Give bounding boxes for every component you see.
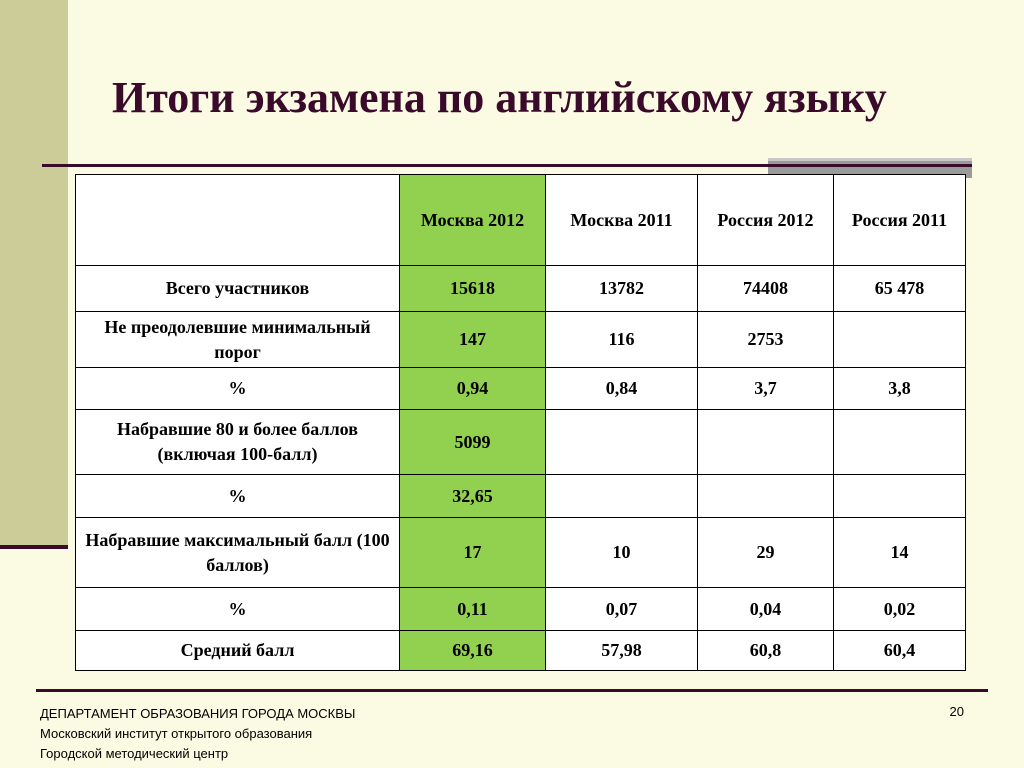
cell-value: 2753 xyxy=(698,312,834,368)
cell-value: 14 xyxy=(834,518,966,588)
cell-value: 0,11 xyxy=(400,588,546,631)
table-row xyxy=(76,266,966,312)
footer-institute: Московский институт открытого образования xyxy=(40,726,313,741)
cell-value xyxy=(546,410,698,475)
row-label: Не преодолевшие минимальный порог xyxy=(76,312,400,368)
cell-value: 5099 xyxy=(400,410,546,475)
side-rule xyxy=(0,545,68,549)
footer-center: Городской методический центр xyxy=(40,746,229,761)
cell-value: 65 478 xyxy=(834,266,966,312)
page-number: 20 xyxy=(949,704,964,719)
cell-value: 0,84 xyxy=(546,368,698,410)
cell-value xyxy=(834,475,966,518)
slide-title: Итоги экзамена по английскому языку xyxy=(112,73,887,122)
cell-value: 60,4 xyxy=(834,631,966,671)
cell-value: 0,07 xyxy=(546,588,698,631)
row-label: % xyxy=(76,475,400,518)
row-label: % xyxy=(76,368,400,410)
cell-value: 69,16 xyxy=(400,631,546,671)
cell-value xyxy=(698,410,834,475)
header-russia-2012: Россия 2012 xyxy=(698,175,834,266)
cell-value: 3,8 xyxy=(834,368,966,410)
cell-value: 3,7 xyxy=(698,368,834,410)
cell-value: 147 xyxy=(400,312,546,368)
header-cell-empty xyxy=(76,175,400,266)
footer-divider xyxy=(36,689,988,692)
cell-value: 57,98 xyxy=(546,631,698,671)
table-row xyxy=(76,588,966,631)
table-row xyxy=(76,475,966,518)
table-row xyxy=(76,410,966,475)
table-row xyxy=(76,631,966,671)
table-header-row xyxy=(76,175,966,266)
results-table xyxy=(75,174,966,671)
row-label: Набравшие максимальный балл (100 баллов) xyxy=(76,518,400,588)
table-row xyxy=(76,312,966,368)
footer xyxy=(40,704,355,764)
cell-value xyxy=(834,312,966,368)
cell-value: 0,04 xyxy=(698,588,834,631)
cell-value xyxy=(834,410,966,475)
cell-value xyxy=(698,475,834,518)
row-label: Средний балл xyxy=(76,631,400,671)
cell-value xyxy=(546,475,698,518)
row-label: % xyxy=(76,588,400,631)
title-divider xyxy=(42,164,972,167)
table-row xyxy=(76,518,966,588)
table-row xyxy=(76,368,966,410)
cell-value: 15618 xyxy=(400,266,546,312)
cell-value: 13782 xyxy=(546,266,698,312)
header-moscow-2011: Москва 2011 xyxy=(546,175,698,266)
cell-value: 10 xyxy=(546,518,698,588)
cell-value: 17 xyxy=(400,518,546,588)
cell-value: 0,94 xyxy=(400,368,546,410)
header-moscow-2012: Москва 2012 xyxy=(400,175,546,266)
cell-value: 60,8 xyxy=(698,631,834,671)
cell-value: 116 xyxy=(546,312,698,368)
row-label: Набравшие 80 и более баллов (включая 100-балл) xyxy=(76,410,400,475)
cell-value: 32,65 xyxy=(400,475,546,518)
row-label: Всего участников xyxy=(76,266,400,312)
cell-value: 0,02 xyxy=(834,588,966,631)
footer-department: ДЕПАРТАМЕНТ ОБРАЗОВАНИЯ ГОРОДА МОСКВЫ xyxy=(40,706,356,721)
header-russia-2011: Россия 2011 xyxy=(834,175,966,266)
cell-value: 74408 xyxy=(698,266,834,312)
side-band xyxy=(0,0,68,546)
cell-value: 29 xyxy=(698,518,834,588)
